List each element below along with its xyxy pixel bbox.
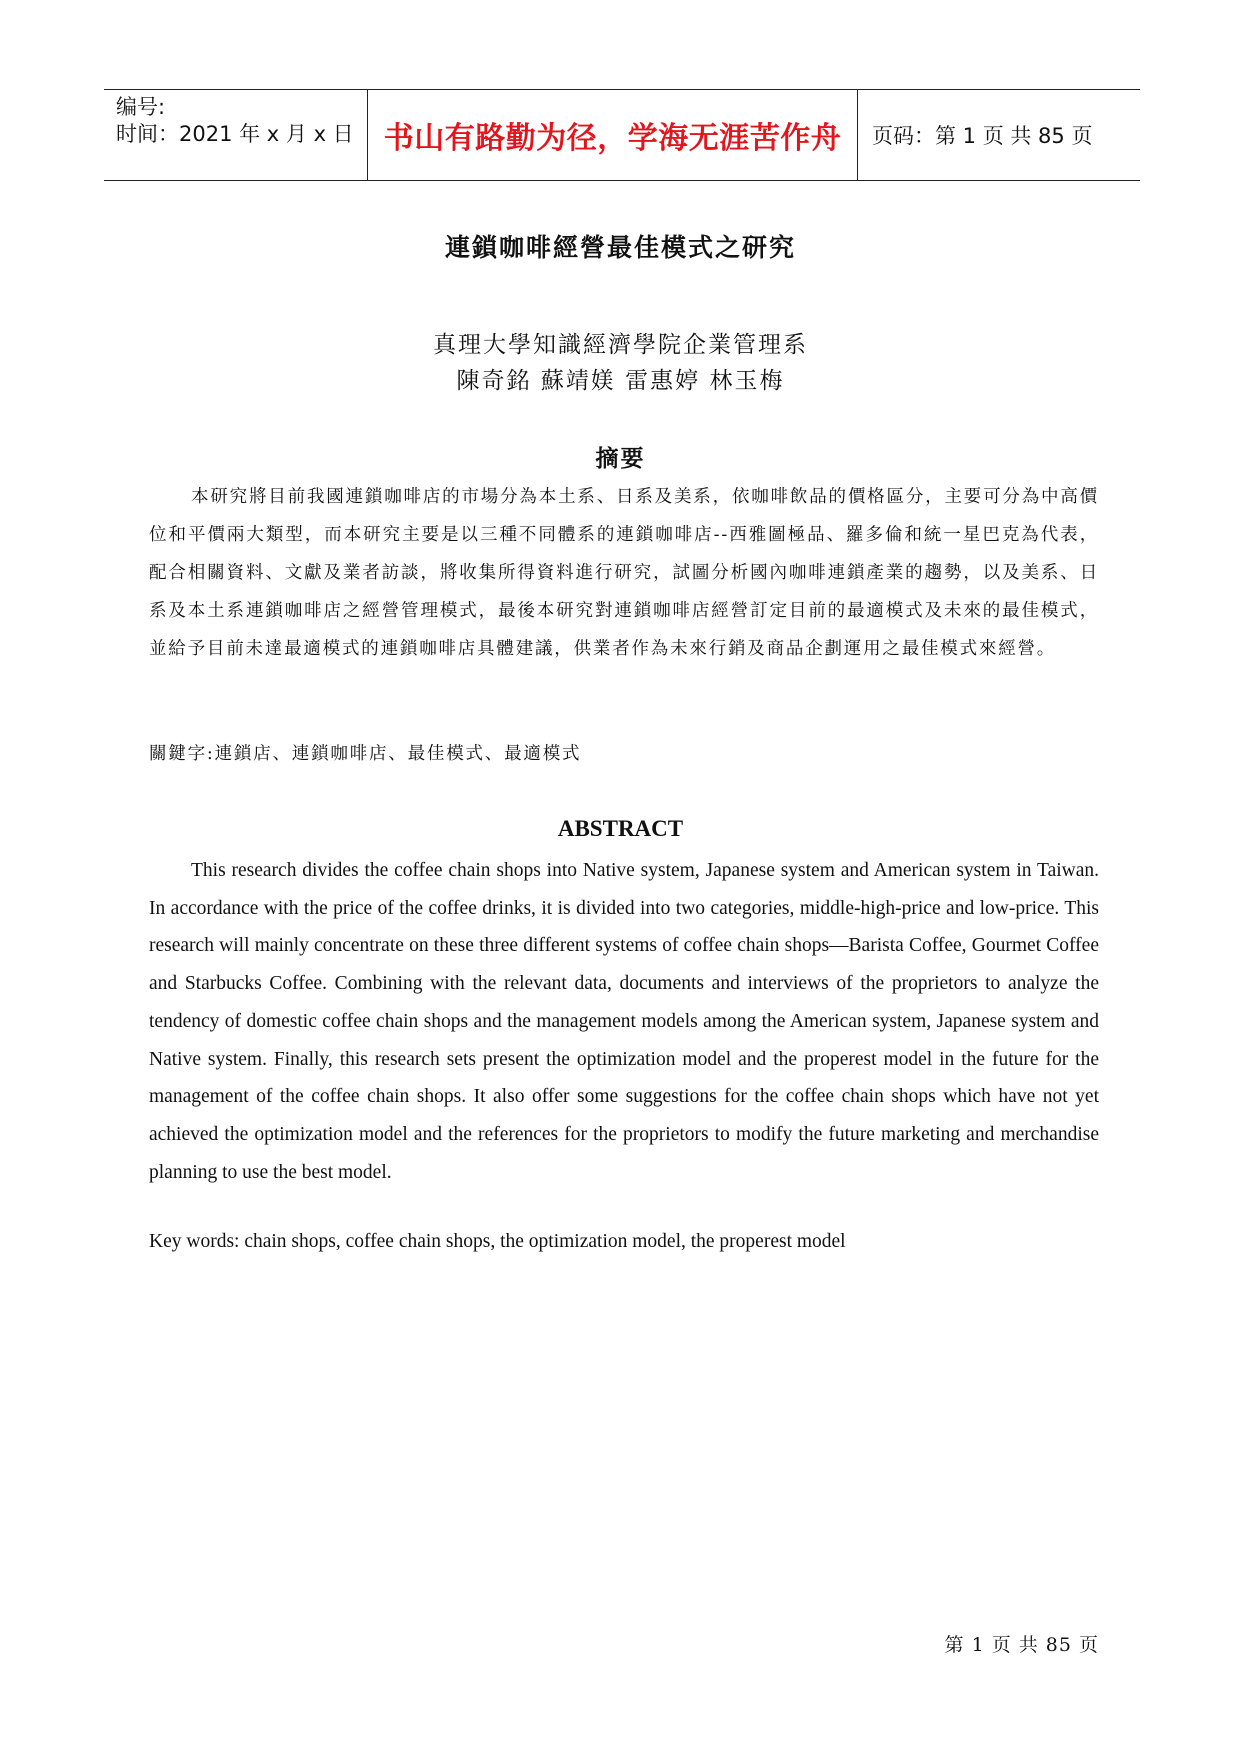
header-motto: 书山有路勤为径，学海无涯苦作舟	[368, 90, 858, 180]
page-footer: 第 1 页 共 85 页	[944, 1634, 1099, 1656]
abstract-en-body: This research divides the coffee chain shops into Native system, Japanese system and American system in Taiwan. In accordance with the price of the coffee drinks, it is divided into two categories, middle-high-price and low-price. This research will mainly concentrate on these three different systems of coffee chain shops—Barista Coffee, Gourmet Coffee and Starbucks Coffee. Combining with the relevant data, documents and interviews of the proprietors to analyze the tendency of domestic coffee chain shops and the management models among the American system, Japanese system and Native system. Finally, this research sets present the optimization model and the properest model in the future for the management of the coffee chain shops. It also offer some suggestions for the coffee chain shops which have not yet achieved the optimization model and the references for the proprietors to modify the future marketing and merchandise planning to use the best model.	[149, 860, 1099, 1183]
abstract-en-heading: ABSTRACT	[557, 816, 684, 841]
header-page-info: 页码：第 1 页 共 85 页	[872, 124, 1093, 148]
paper-affiliation: 真理大學知識經濟學院企業管理系	[433, 332, 808, 358]
abstract-zh-heading: 摘要	[595, 445, 646, 472]
document-date: 时间：2021 年 x 月 x 日	[116, 122, 354, 146]
abstract-en-keywords: Key words: chain shops, coffee chain shops, the optimization model, the properest model	[149, 1231, 846, 1252]
paper-authors: 陳奇銘 蘇靖媄 雷惠婷 林玉梅	[456, 368, 785, 394]
document-number-label: 编号:	[116, 95, 166, 119]
abstract-zh-keywords: 關鍵字:連鎖店、連鎖咖啡店、最佳模式、最適模式	[149, 744, 582, 764]
paper-title: 連鎖咖啡經營最佳模式之研究	[444, 233, 796, 262]
header-meta	[104, 90, 368, 180]
abstract-zh-body: 本研究將目前我國連鎖咖啡店的市場分為本土系、日系及美系，依咖啡飲品的價格區分，主要可分為中高價位和平價兩大類型，而本研究主要是以三種不同體系的連鎖咖啡店--西雅圖極品、羅多倫和統一星巴克為代表，配合相關資料、文獻及業者訪談，將收集所得資料進行研究，試圖分析國內咖啡連鎖產業的趨勢，以及美系、日系及本土系連鎖咖啡店之經營管理模式，最後本研究對連鎖咖啡店經營訂定目前的最適模式及未來的最佳模式，並給予目前未達最適模式的連鎖咖啡店具體建議，供業者作為未來行銷及商品企劃運用之最佳模式來經營。	[149, 487, 1099, 659]
page-header	[104, 89, 1140, 181]
